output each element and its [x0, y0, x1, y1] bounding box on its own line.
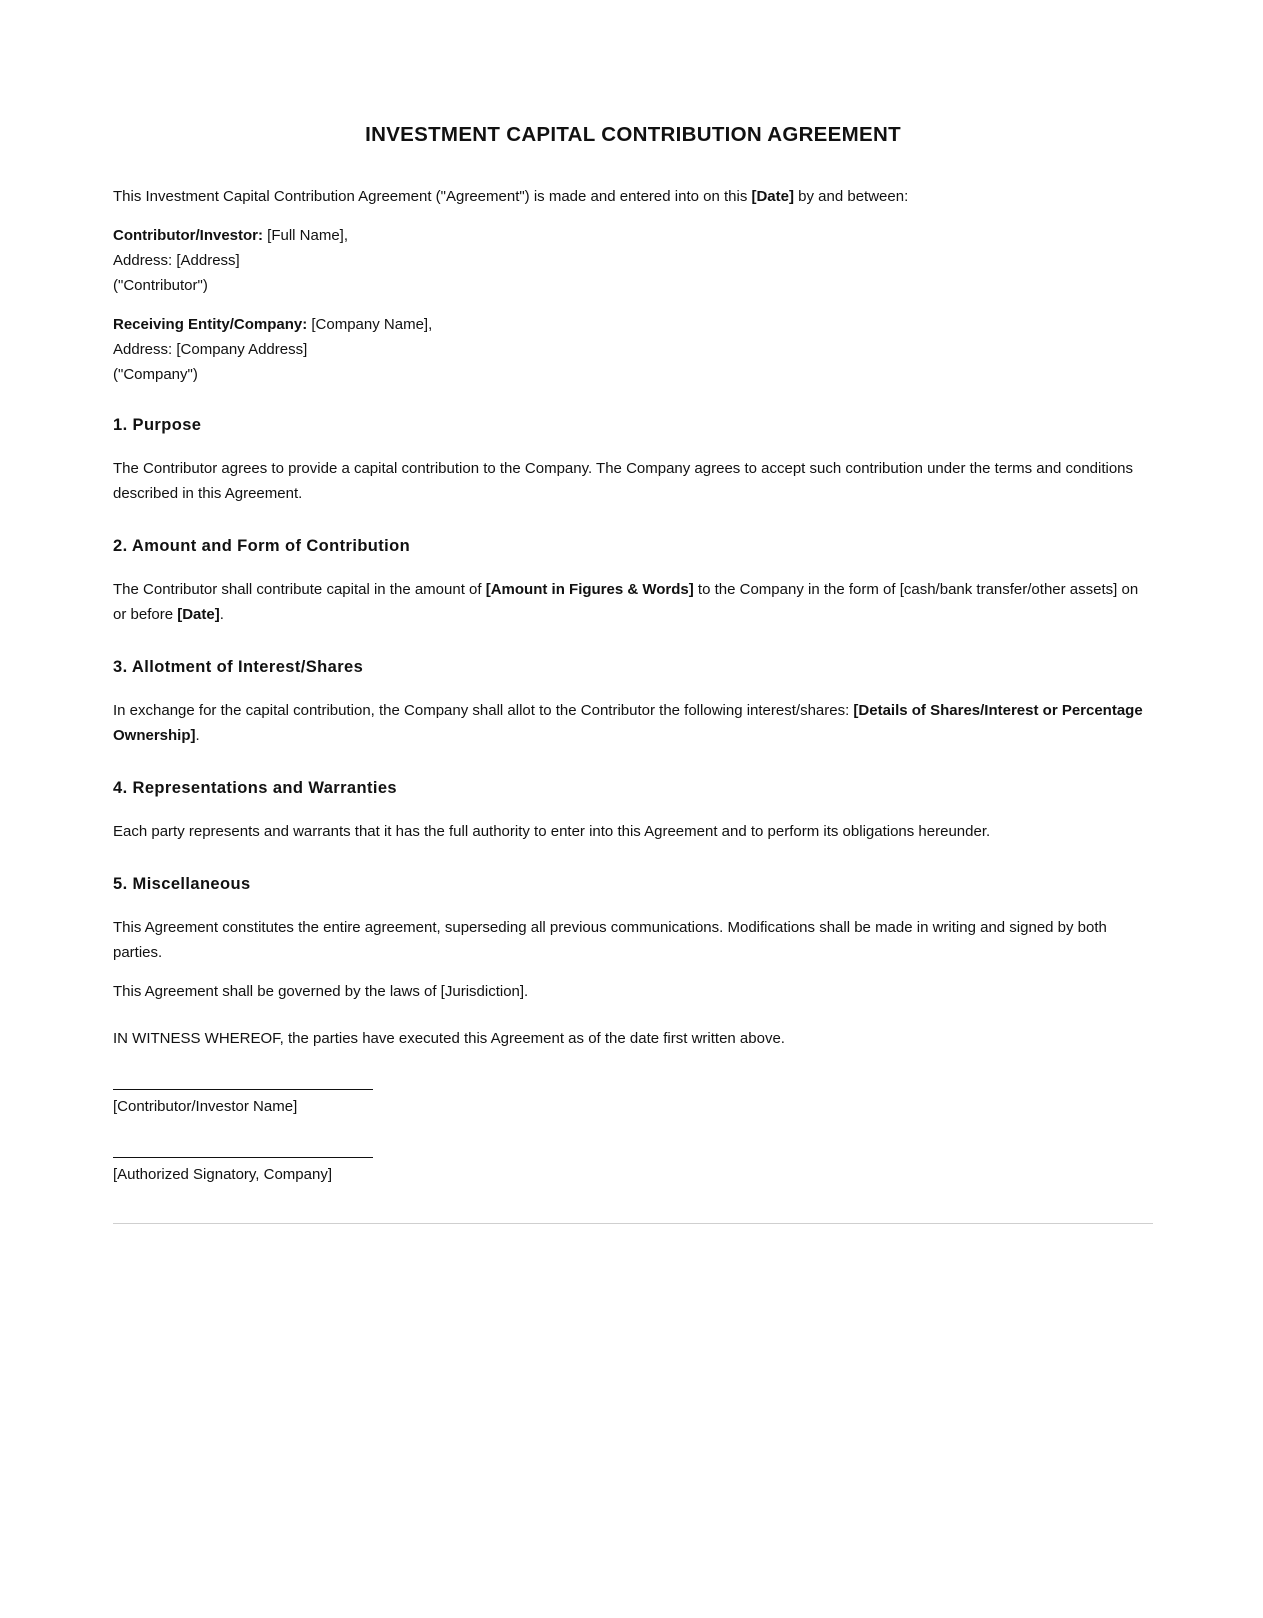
amount-text-part1: The Contributor shall contribute capital in the amount of — [113, 581, 486, 598]
company-block — [113, 312, 1153, 387]
amount-placeholder: [Amount in Figures & Words] — [485, 581, 694, 598]
allotment-text-part1: In exchange for the capital contribution, the Company shall allot to the Contributor the following interest/shares: — [113, 702, 854, 719]
contributor-name-line — [113, 223, 1153, 248]
amount-text-part3: . — [219, 606, 224, 623]
company-signature-line — [113, 1157, 373, 1158]
section-heading-purpose: 1. Purpose — [113, 416, 202, 434]
contributor-signature-line — [113, 1089, 373, 1090]
section-text-allotment — [113, 698, 1153, 748]
witness-clause: IN WITNESS WHEREOF, the parties have executed this Agreement as of the date first written above. — [113, 1030, 785, 1047]
company-name-line — [113, 312, 1153, 337]
amount-text-part2: to the Company in the form of [cash/bank transfer/other assets] on or before — [113, 581, 1139, 623]
section-text-misc-2: This Agreement shall be governed by the laws of [Jurisdiction]. — [113, 983, 529, 1000]
contributor-signature-name: [Contributor/Investor Name] — [113, 1098, 298, 1115]
company-label: Receiving Entity/Company: — [113, 316, 308, 333]
intro-text-after: by and between: — [794, 188, 909, 205]
intro-paragraph — [113, 184, 1153, 209]
intro-text-before: This Investment Capital Contribution Agreement ("Agreement") is made and entered into on this — [113, 188, 752, 205]
allotment-text-part2: . — [195, 727, 200, 744]
company-alias: ("Company") — [113, 366, 198, 383]
section-text-purpose: The Contributor agrees to provide a capital contribution to the Company. The Company agrees to accept such contribution under the terms and conditions described in this Agreement. — [113, 460, 1134, 502]
contributor-block — [113, 223, 1153, 298]
company-address: Address: [Company Address] — [113, 341, 308, 358]
section-heading-amount: 2. Amount and Form of Contribution — [113, 537, 411, 555]
bottom-divider — [113, 1223, 1153, 1224]
section-text-representations: Each party represents and warrants that it has the full authority to enter into this Agreement and to perform its obligations hereunder. — [113, 823, 991, 840]
section-heading-misc: 5. Miscellaneous — [113, 875, 251, 893]
agreement-body — [113, 120, 1153, 1224]
company-name: [Company Name], — [307, 316, 433, 333]
section-text-amount — [113, 577, 1153, 627]
section-heading-allotment: 3. Allotment of Interest/Shares — [113, 658, 364, 676]
intro-date-placeholder: [Date] — [751, 188, 794, 205]
amount-date-placeholder: [Date] — [177, 606, 220, 623]
contributor-address: Address: [Address] — [113, 252, 240, 269]
allotment-details-placeholder: [Details of Shares/Interest or Percentage Ownership] — [113, 702, 1143, 744]
contributor-label: Contributor/Investor: — [113, 227, 263, 244]
company-signature-name: [Authorized Signatory, Company] — [113, 1166, 333, 1183]
contributor-name: [Full Name], — [263, 227, 349, 244]
document-title: INVESTMENT CAPITAL CONTRIBUTION AGREEMENT — [365, 123, 901, 146]
section-text-misc-1: This Agreement constitutes the entire agreement, superseding all previous communications. Modifications shall be made in writing and signed by both parties. — [113, 919, 1107, 961]
section-heading-representations: 4. Representations and Warranties — [113, 779, 397, 797]
contributor-alias: ("Contributor") — [113, 277, 208, 294]
